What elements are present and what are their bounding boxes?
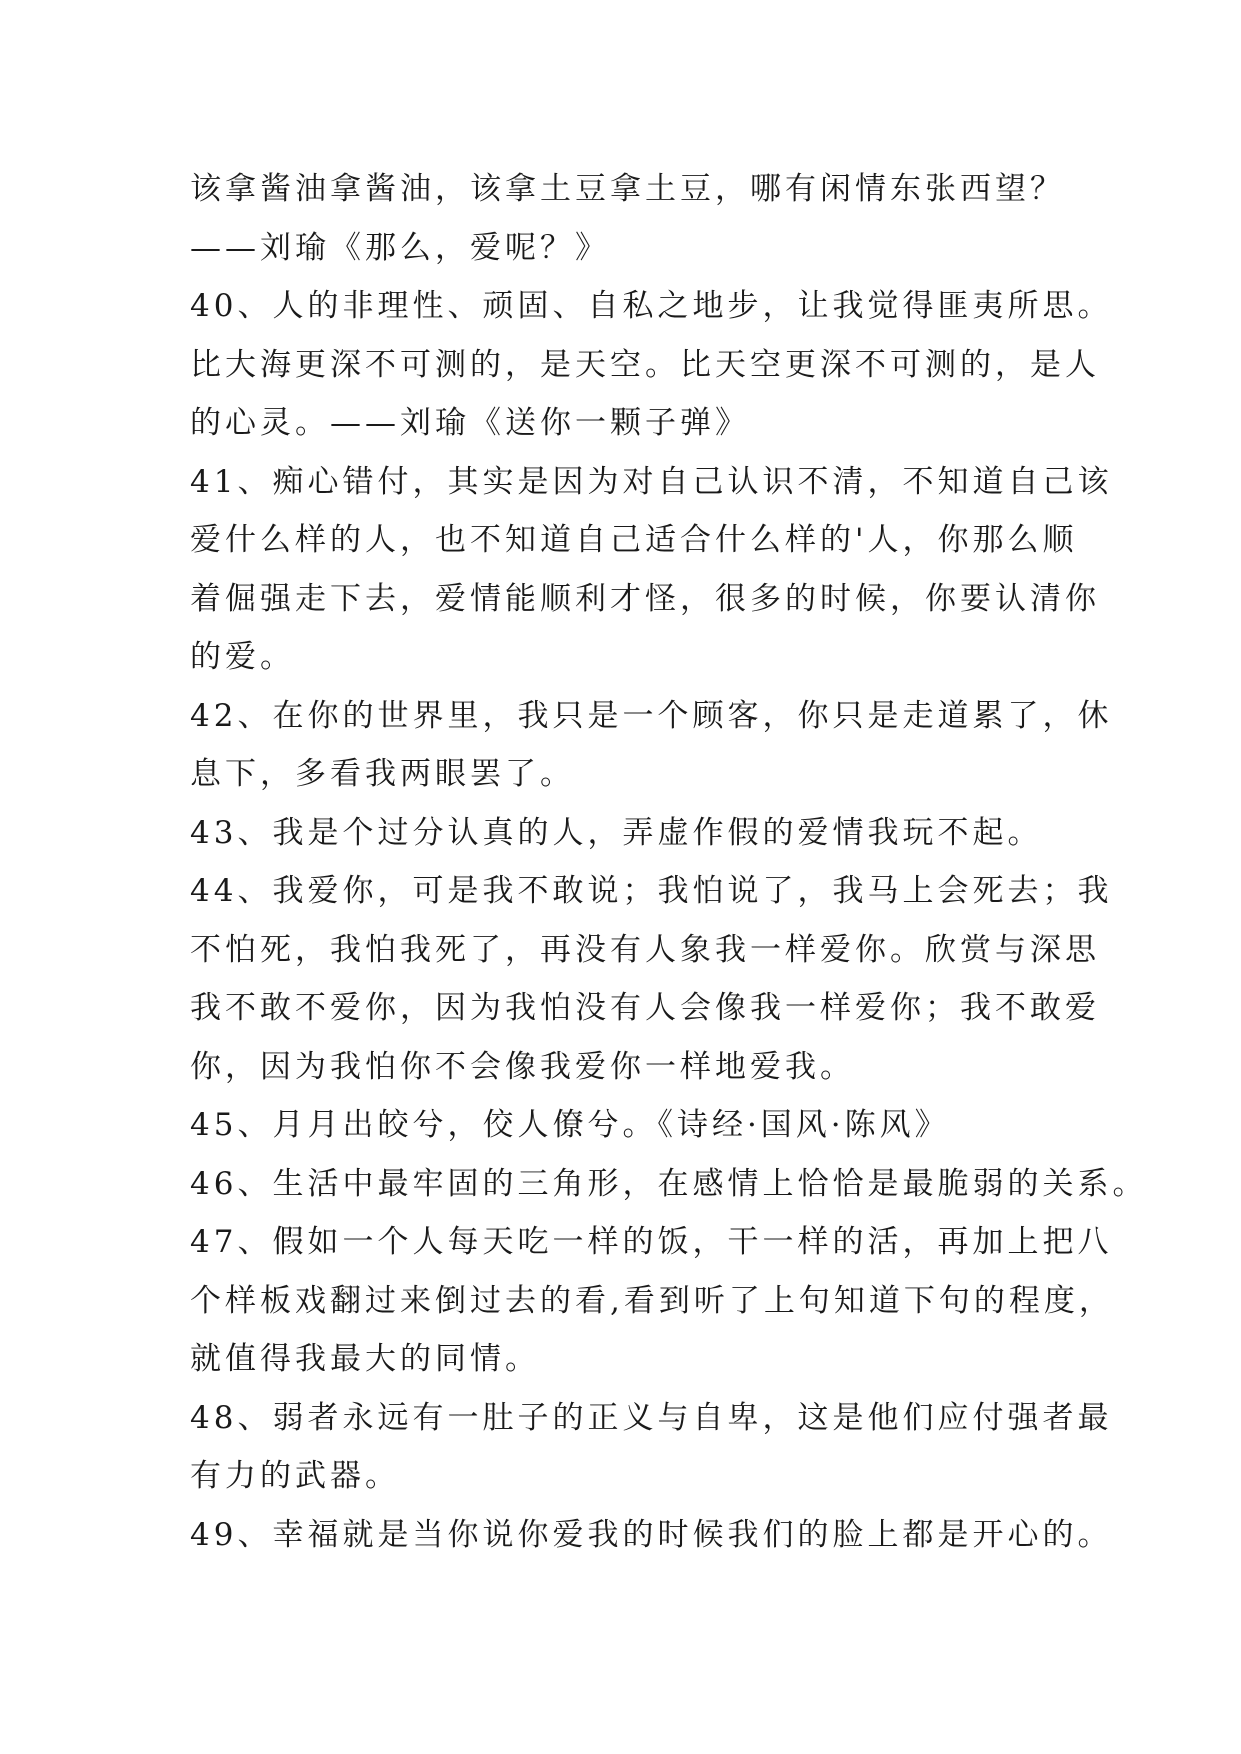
- text-line: 46、生活中最牢固的三角形，在感情上恰恰是最脆弱的关系。: [190, 1165, 1148, 1202]
- text-line: 48、弱者永远有一肚子的正义与自卑，这是他们应付强者最: [190, 1399, 1113, 1436]
- text-line: 着倔强走下去，爱情能顺利才怪，很多的时候，你要认清你: [190, 580, 1100, 617]
- text-line: 该拿酱油拿酱油，该拿土豆拿土豆，哪有闲情东张西望？: [190, 171, 1065, 207]
- text-line: ——刘瑜《那么，爱呢？》: [190, 229, 610, 266]
- text-line: 个样板戏翻过来倒过去的看,看到听了上句知道下句的程度，: [190, 1282, 1114, 1319]
- text-line: 你，因为我怕你不会像我爱你一样地爱我。: [190, 1048, 855, 1085]
- text-line: 不怕死，我怕我死了，再没有人象我一样爱你。欣赏与深思: [190, 931, 1100, 968]
- text-line: 45、月月出皎兮，佼人僚兮。《诗经·国风·陈风》: [190, 1107, 950, 1143]
- text-line: 47、假如一个人每天吃一样的饭，干一样的活，再加上把八: [190, 1224, 1113, 1260]
- text-line: 有力的武器。: [190, 1458, 400, 1494]
- text-line: 40、人的非理性、顽固、自私之地步，让我觉得匪夷所思。: [190, 288, 1113, 324]
- text-line: 我不敢不爱你，因为我怕没有人会像我一样爱你；我不敢爱: [190, 990, 1100, 1026]
- text-line: 息下，多看我两眼罢了。: [190, 756, 575, 792]
- text-line: 44、我爱你，可是我不敢说；我怕说了，我马上会死去；我: [190, 873, 1113, 909]
- text-line: 的爱。: [190, 639, 295, 675]
- text-line: 43、我是个过分认真的人，弄虚作假的爱情我玩不起。: [190, 814, 1043, 851]
- text-line: 爱什么样的人，也不知道自己适合什么样的'人，你那么顺: [190, 522, 1078, 558]
- text-line: 就值得我最大的同情。: [190, 1341, 540, 1377]
- text-line: 49、幸福就是当你说你爱我的时候我们的脸上都是开心的。: [190, 1516, 1113, 1553]
- text-line: 比大海更深不可测的，是天空。比天空更深不可测的，是人: [190, 346, 1100, 383]
- text-line: 42、在你的世界里，我只是一个顾客，你只是走道累了，休: [190, 697, 1113, 734]
- document-body: [190, 160, 1148, 1564]
- text-line: 41、痴心错付，其实是因为对自己认识不清，不知道自己该: [190, 463, 1113, 500]
- text-line: 的心灵。——刘瑜《送你一颗子弹》: [190, 405, 750, 441]
